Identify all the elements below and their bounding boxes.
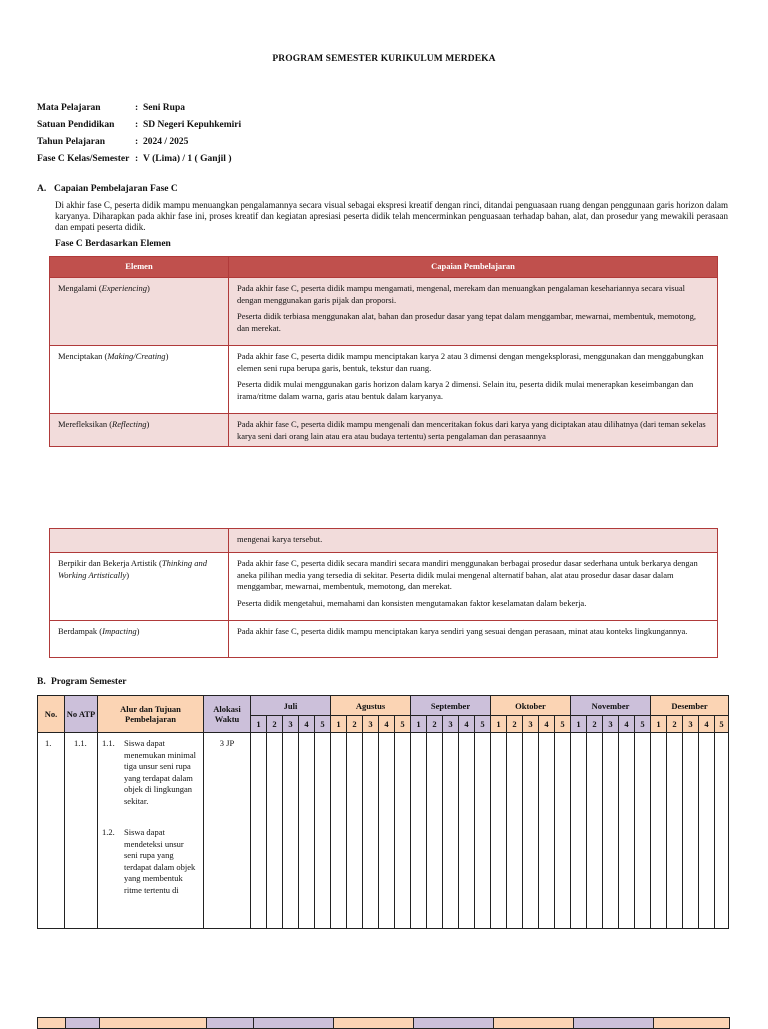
month-september: September xyxy=(411,696,491,716)
elemen-cell: Menciptakan (Making/Creating) xyxy=(50,346,229,414)
week-4-1: 1 xyxy=(491,716,507,733)
schedule-cell xyxy=(683,733,699,929)
info-label: Tahun Pelajaran xyxy=(37,137,106,147)
info-value: 2024 / 2025 xyxy=(143,137,189,147)
schedule-cell xyxy=(619,733,635,929)
week-6-2: 2 xyxy=(667,716,683,733)
row-objectives xyxy=(98,733,204,929)
schedule-cell xyxy=(587,733,603,929)
info-value: Seni Rupa xyxy=(143,103,185,113)
page-title: PROGRAM SEMESTER KURIKULUM MERDEKA xyxy=(272,54,496,64)
header-alokasi: Alokasi Waktu xyxy=(204,696,251,733)
week-5-4: 4 xyxy=(619,716,635,733)
schedule-cell xyxy=(427,733,443,929)
table-row xyxy=(50,529,718,553)
week-1-4: 4 xyxy=(299,716,315,733)
week-4-2: 2 xyxy=(507,716,523,733)
section-b-heading: B. Program Semester xyxy=(37,677,127,687)
week-4-4: 4 xyxy=(539,716,555,733)
row-alokasi: 3 JP xyxy=(204,733,251,929)
schedule-cell xyxy=(315,733,331,929)
week-2-4: 4 xyxy=(379,716,395,733)
capaian-cell: Pada akhir fase C, peserta didik mampu mengenali dan menceritakan fokus dari karya yang diciptakan atau dilihatnya (dari teman sekelas karya seni dari orang lain atau era atau budaya tertentu) serta pengalaman dan perasaannya xyxy=(229,414,718,447)
info-label: Satuan Pendidikan xyxy=(37,120,115,130)
week-3-3: 3 xyxy=(443,716,459,733)
elemen-cell: Merefleksikan (Reflecting) xyxy=(50,414,229,447)
header-no: No. xyxy=(38,696,65,733)
week-2-2: 2 xyxy=(347,716,363,733)
week-3-2: 2 xyxy=(427,716,443,733)
schedule-cell xyxy=(459,733,475,929)
elemen-cell xyxy=(50,529,229,553)
week-4-5: 5 xyxy=(555,716,571,733)
schedule-cell xyxy=(411,733,427,929)
week-1-1: 1 xyxy=(251,716,267,733)
info-row-year: Tahun Pelajaran : 2024 / 2025 xyxy=(37,137,189,147)
week-5-5: 5 xyxy=(635,716,651,733)
info-row-school: Satuan Pendidikan : SD Negeri Kepuhkemiri xyxy=(37,120,242,130)
schedule-cell xyxy=(299,733,315,929)
schedule-cell xyxy=(283,733,299,929)
month-november: November xyxy=(571,696,651,716)
schedule-cell xyxy=(395,733,411,929)
schedule-cell xyxy=(699,733,715,929)
week-4-3: 3 xyxy=(523,716,539,733)
table-row xyxy=(50,278,718,346)
month-oktober: Oktober xyxy=(491,696,571,716)
schedule-cell xyxy=(267,733,283,929)
row-no: 1. xyxy=(38,733,65,929)
next-page-table-edge xyxy=(37,1017,730,1029)
capaian-cell: Pada akhir fase C, peserta didik secara mandiri secara mandiri menggunakan berbagai prosedur dasar sederhana untuk berkarya dengan aneka pilihan media yang tersedia di sekitar. Peserta didik mulai mengenal alternatif bahan, alat atau prosedur dasar dasar dalam menggambar, mewarnai, membentuk, memotong, dan merekat. Peserta didik mengetahui, memahami dan konsisten mengutamakan faktor keselamatan dalam bekerja. xyxy=(229,553,718,621)
week-6-3: 3 xyxy=(683,716,699,733)
objective-item: 1.1. Siswa dapat menemukan minimal tiga unsur seni rupa yang terdapat dalam objek di lingkungan sekitar. xyxy=(102,738,196,806)
schedule-cell xyxy=(555,733,571,929)
elemen-cell: Berpikir dan Bekerja Artistik (Thinking and Working Artistically) xyxy=(50,553,229,621)
header-atp: No ATP xyxy=(65,696,98,733)
schedule-cell xyxy=(379,733,395,929)
capaian-cell: Pada akhir fase C, peserta didik mampu menciptakan karya sendiri yang sesuai dengan perasaan, minat atau konteks lingkungannya. xyxy=(229,621,718,658)
schedule-cell xyxy=(363,733,379,929)
section-a-heading: A. Capaian Pembelajaran Fase C xyxy=(37,184,178,194)
capaian-table-continued xyxy=(49,528,718,658)
week-6-4: 4 xyxy=(699,716,715,733)
week-2-5: 5 xyxy=(395,716,411,733)
schedule-cell xyxy=(331,733,347,929)
schedule-cell xyxy=(475,733,491,929)
header-alur: Alur dan Tujuan Pembelajaran xyxy=(98,696,204,733)
schedule-cell xyxy=(251,733,267,929)
schedule-cell xyxy=(491,733,507,929)
info-row-subject: Mata Pelajaran : Seni Rupa xyxy=(37,103,185,113)
week-5-1: 1 xyxy=(571,716,587,733)
table-row xyxy=(50,414,718,447)
week-6-5: 5 xyxy=(715,716,729,733)
table-row xyxy=(50,553,718,621)
week-5-2: 2 xyxy=(587,716,603,733)
schedule-cell xyxy=(635,733,651,929)
week-6-1: 1 xyxy=(651,716,667,733)
month-juli: Juli xyxy=(251,696,331,716)
section-a-intro: Di akhir fase C, peserta didik mampu menuangkan pengalamannya secara visual sebagai ekspresi kreatif dengan rinci, ditandai penguasaan ruang dengan penggunaan garis horizon dalam karyanya. Diharapkan pada akhir fase ini, proses kreatif dan kegiatan apresiasi peserta didik telah mencerminkan penguasaan terhadap bahan, alat, dan prosedur yang mewakili perasaan dan empati peserta didik. xyxy=(55,200,728,232)
header-capaian: Capaian Pembelajaran xyxy=(229,257,718,278)
table-row xyxy=(50,346,718,414)
week-3-4: 4 xyxy=(459,716,475,733)
capaian-cell: Pada akhir fase C, peserta didik mampu menciptakan karya 2 atau 3 dimensi dengan mengeksplorasi, menggunakan dan menggabungkan elemen seni rupa berupa garis, bentuk, tekstur dan ruang. Peserta didik mulai menggunakan garis horizon dalam karya 2 dimensi. Selain itu, peserta didik mulai menerapkan keseimbangan dan irama/ritme dalam warna, garis atau bentuk dalam karyanya. xyxy=(229,346,718,414)
capaian-cell: Pada akhir fase C, peserta didik mampu mengamati, mengenal, merekam dan menuangkan pengalaman kesehariannya secara visual dengan menggunakan garis pijak dan proporsi. Peserta didik terbiasa menggunakan alat, bahan dan prosedur dasar yang tepat dalam menggambar, mewarnai, membentuk, memotong, dan merekat. xyxy=(229,278,718,346)
program-semester-table xyxy=(37,695,729,929)
info-label: Mata Pelajaran xyxy=(37,103,101,113)
week-1-2: 2 xyxy=(267,716,283,733)
row-atp: 1.1. xyxy=(65,733,98,929)
table-row xyxy=(50,621,718,658)
schedule-cell xyxy=(347,733,363,929)
info-label: Fase C Kelas/Semester xyxy=(37,154,130,164)
elemen-subheading: Fase C Berdasarkan Elemen xyxy=(55,239,171,249)
week-5-3: 3 xyxy=(603,716,619,733)
week-1-5: 5 xyxy=(315,716,331,733)
month-agustus: Agustus xyxy=(331,696,411,716)
capaian-cell: mengenai karya tersebut. xyxy=(229,529,718,553)
capaian-table xyxy=(49,256,718,447)
identity-block xyxy=(37,102,241,170)
objective-item: 1.2. Siswa dapat mendeteksi unsur seni rupa yang terdapat dalam objek yang membentuk ritme tertentu di xyxy=(102,827,196,895)
week-1-3: 3 xyxy=(283,716,299,733)
schedule-cell xyxy=(539,733,555,929)
info-value: SD Negeri Kepuhkemiri xyxy=(143,120,242,130)
schedule-cell xyxy=(667,733,683,929)
schedule-cell xyxy=(443,733,459,929)
schedule-cell xyxy=(603,733,619,929)
week-3-1: 1 xyxy=(411,716,427,733)
header-elemen: Elemen xyxy=(50,257,229,278)
week-2-1: 1 xyxy=(331,716,347,733)
elemen-cell: Berdampak (Impacting) xyxy=(50,621,229,658)
schedule-cell xyxy=(715,733,729,929)
table-row xyxy=(38,733,729,929)
month-desember: Desember xyxy=(651,696,729,716)
schedule-cell xyxy=(651,733,667,929)
info-value: V (Lima) / 1 ( Ganjil ) xyxy=(143,154,232,164)
info-row-class: Fase C Kelas/Semester : V (Lima) / 1 ( Ganjil ) xyxy=(37,154,232,164)
week-2-3: 3 xyxy=(363,716,379,733)
schedule-cell xyxy=(507,733,523,929)
elemen-cell: Mengalami (Experiencing) xyxy=(50,278,229,346)
schedule-cell xyxy=(571,733,587,929)
schedule-cell xyxy=(523,733,539,929)
week-3-5: 5 xyxy=(475,716,491,733)
